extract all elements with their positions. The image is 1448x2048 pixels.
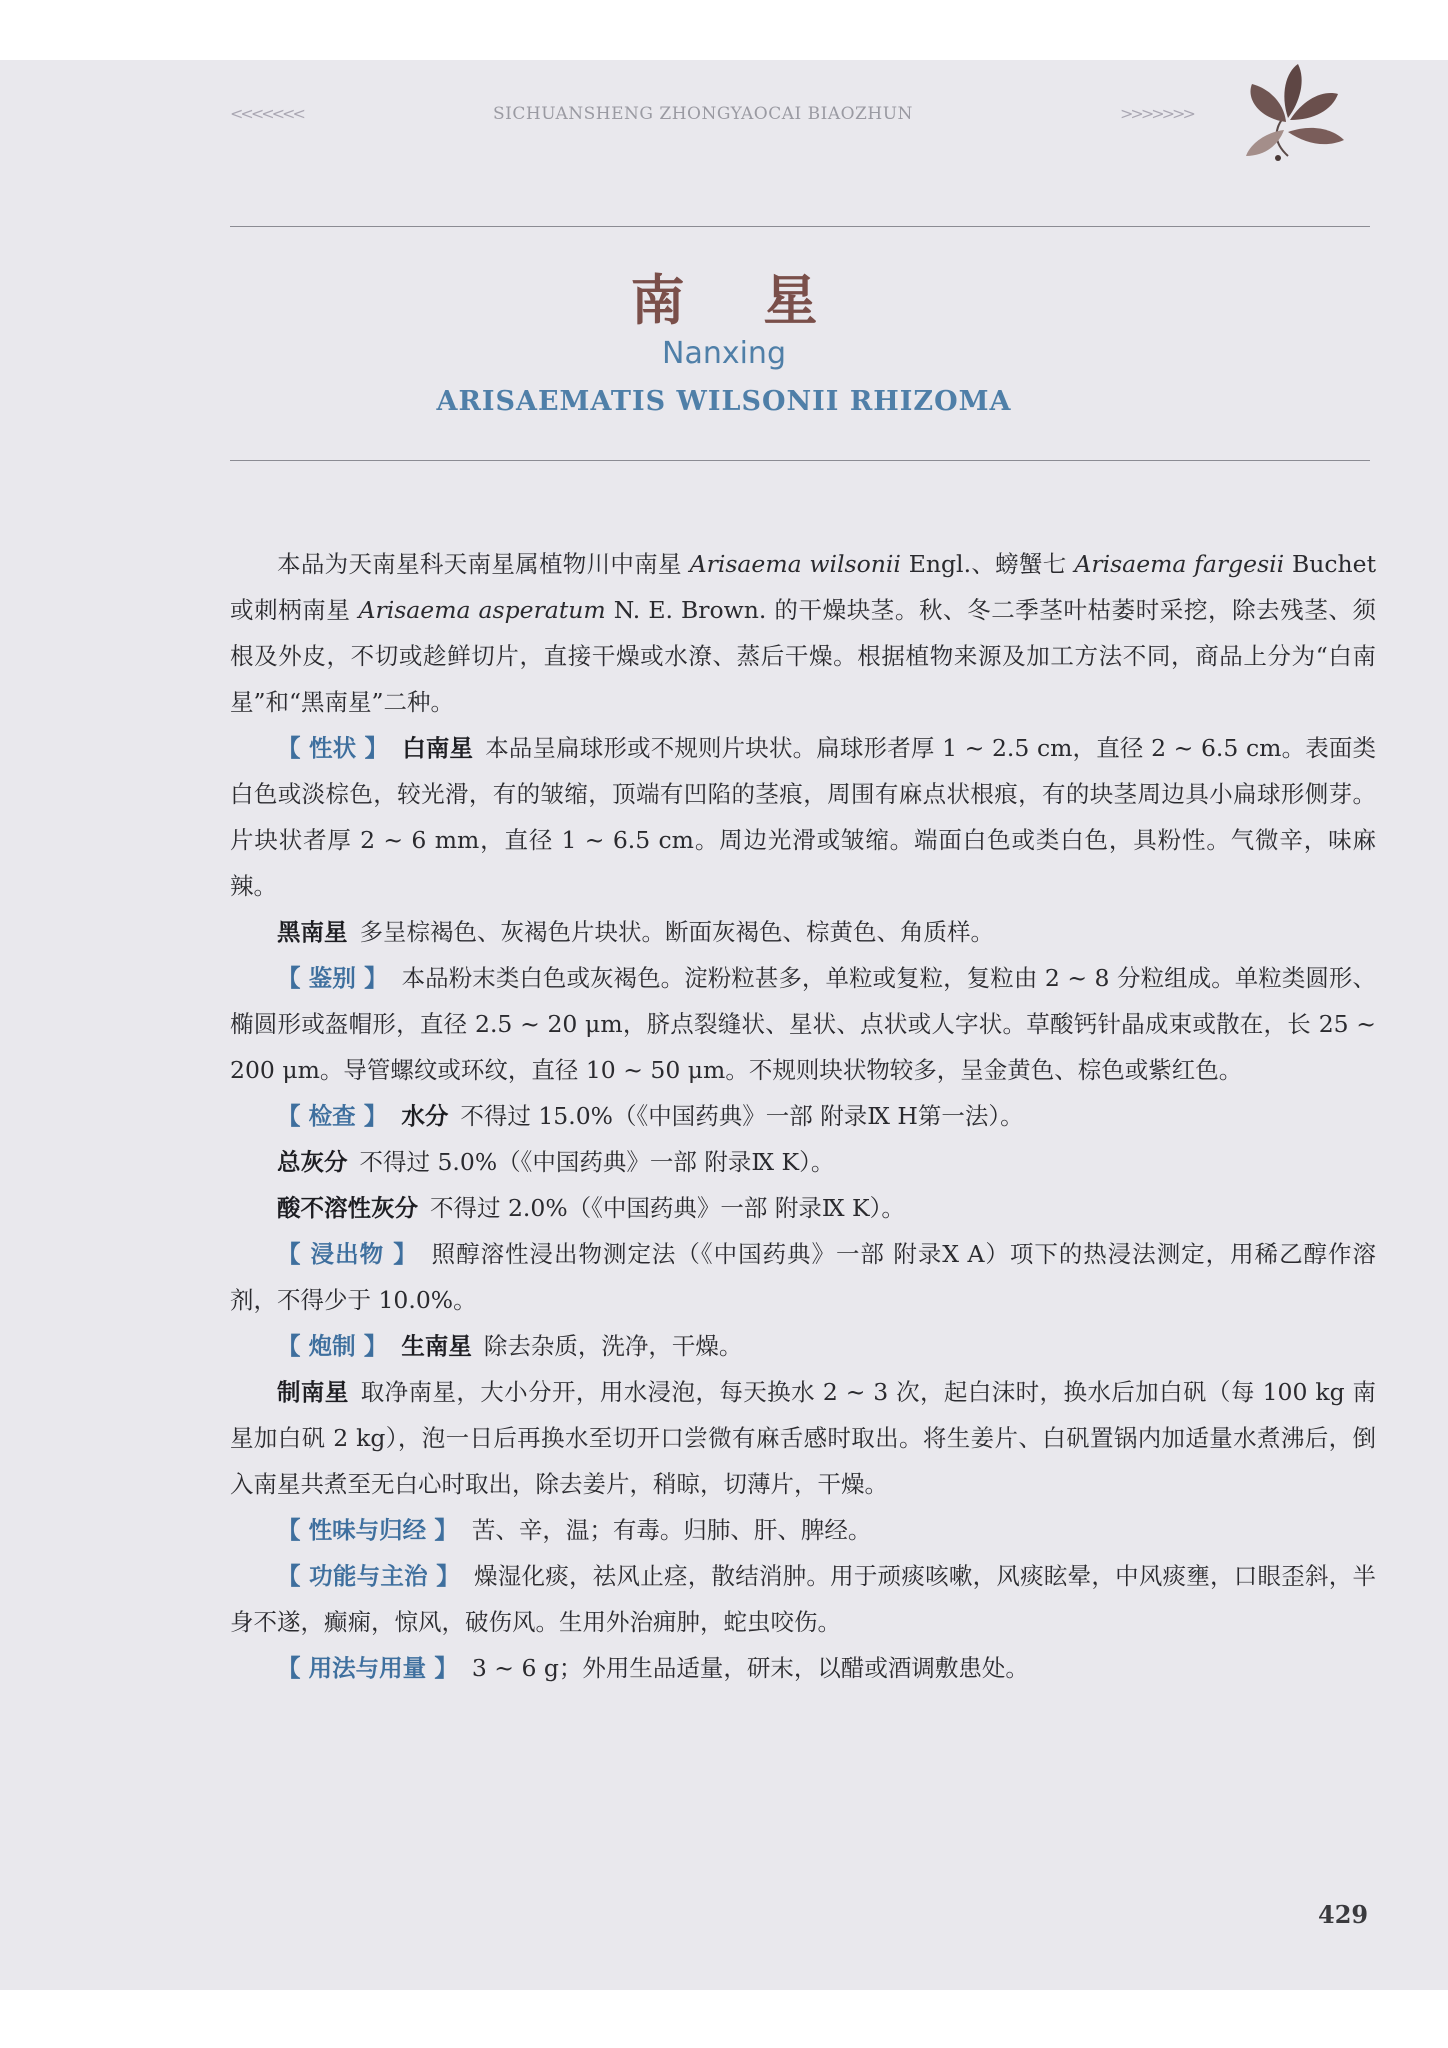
header-rule: [230, 226, 1370, 227]
section-label-jinchuwu: 【 浸出物 】: [277, 1240, 418, 1268]
paragraph-jiancha: [230, 1093, 1376, 1139]
paragraph-jinchuwu: [230, 1231, 1376, 1323]
section-label-jianbie: 【 鉴别 】: [277, 964, 388, 992]
title-rule: [230, 460, 1370, 461]
paragraph-heinanxing: [230, 909, 1376, 955]
paragraph-suanburong: [230, 1185, 1376, 1231]
title-chinese: 南 星: [630, 268, 848, 332]
title-latin: ARISAEMATIS WILSONII RHIZOMA: [436, 386, 1012, 417]
species-name: Arisaema fargesii: [1074, 550, 1285, 578]
section-label-gongneng: 【 功能与主治 】: [277, 1562, 461, 1590]
paragraph-text: 不得过 5.0%（《中国药典》一部 附录Ⅸ K）。: [359, 1148, 835, 1176]
paragraph-xingwei: [230, 1507, 1376, 1553]
paragraph-text: 本品粉末类白色或灰褐色。淀粉粒甚多，单粒或复粒，复粒由 2 ~ 8 分粒组成。单粒类圆形、椭圆形或盔帽形，直径 2.5 ~ 20 μm，脐点裂缝状、星状、点状或人字状。草酸钙针晶成束或散在，长 25 ~ 200 μm。导管螺纹或环纹，直径 10 ~ 50 μm。不规则块状物较多，呈金黄色、棕色或紫红色。: [230, 964, 1376, 1084]
header-title: SICHUANSHENG ZHONGYAOCAI BIAOZHUN: [493, 104, 913, 124]
term-suanburongxinghuifen: 酸不溶性灰分: [277, 1194, 418, 1222]
paragraph-text: 照醇溶性浸出物测定法（《中国药典》一部 附录X A）项下的热浸法测定，用稀乙醇作溶剂，不得少于 10.0%。: [230, 1240, 1376, 1314]
paragraph-text: 除去杂质，洗净，干燥。: [483, 1332, 743, 1360]
paragraph-zonghuifen: [230, 1139, 1376, 1185]
intro-text: N. E. Brown. 的干燥块茎。秋、冬二季茎叶枯萎时采挖，除去残茎、须根及外皮，不切或趁鲜切片，直接干燥或水潦、蒸后干燥。根据植物来源及加工方法不同，商品上分为“白南星”和“黑南星”二种。: [230, 596, 1377, 716]
paragraph-zhinanxing: [230, 1369, 1376, 1507]
term-zhinanxing: 制南星: [277, 1378, 349, 1406]
page-bottom-margin: [0, 1990, 1448, 2048]
term-bainanxing: 白南星: [402, 734, 474, 762]
section-label-xingzhuang: 【 性状 】: [277, 734, 389, 762]
section-label-jiancha: 【 检查 】: [277, 1102, 388, 1130]
paragraph-text: 燥湿化痰，祛风止痉，散结消肿。用于顽痰咳嗽，风痰眩晕，中风痰壅，口眼歪斜，半身不遂，癫痫，惊风，破伤风。生用外治痈肿，蛇虫咬伤。: [230, 1562, 1376, 1636]
section-label-paozhi: 【 炮制 】: [277, 1332, 388, 1360]
term-zonghuifen: 总灰分: [277, 1148, 348, 1176]
paragraph-text: 多呈棕褐色、灰褐色片块状。断面灰褐色、棕黄色、角质样。: [359, 918, 994, 946]
term-heinanxing: 黑南星: [277, 918, 348, 946]
paragraph-jianbie: [230, 955, 1376, 1093]
paragraph-text: 取净南星，大小分开，用水浸泡，每天换水 2 ~ 3 次，起白沫时，换水后加白矾（每 100 kg 南星加白矾 2 kg），泡一日后再换水至切开口尝微有麻舌感时取出。将生姜片、白矾置锅内加适量水煮沸后，倒入南星共煮至无白心时取出，除去姜片，稍晾，切薄片，干燥。: [230, 1378, 1376, 1498]
paragraph-intro: [230, 541, 1376, 725]
intro-text: Engl.、螃蟹七: [900, 550, 1075, 578]
species-name: Arisaema wilsonii: [689, 550, 901, 578]
intro-text: 本品为天南星科天南星属植物川中南星: [277, 550, 690, 578]
paragraph-text: 3 ~ 6 g；外用生品适量，研末，以醋或酒调敷患处。: [471, 1654, 1029, 1682]
header-decoration-left: <<<<<<<: [230, 104, 303, 123]
species-name: Arisaema asperatum: [358, 596, 606, 624]
section-label-xingwei: 【 性味与归经 】: [277, 1516, 458, 1544]
paragraph-xingzhuang: [230, 725, 1376, 909]
header-decoration-right: >>>>>>>: [1120, 104, 1193, 123]
section-label-yongfa: 【 用法与用量 】: [277, 1654, 458, 1682]
paragraph-paozhi: [230, 1323, 1376, 1369]
term-shuifen: 水分: [401, 1102, 449, 1130]
title-pinyin: Nanxing: [662, 336, 786, 371]
page-number: 429: [1318, 1900, 1369, 1929]
paragraph-text: 不得过 2.0%（《中国药典》一部 附录Ⅸ K）。: [430, 1194, 905, 1222]
running-header: [220, 100, 1220, 130]
paragraph-text: 本品呈扁球形或不规则片块状。扁球形者厚 1 ~ 2.5 cm，直径 2 ~ 6.5 cm。表面类白色或淡棕色，较光滑，有的皱缩，顶端有凹陷的茎痕，周围有麻点状根痕，有的块茎周边具小扁球形侧芽。片块状者厚 2 ~ 6 mm，直径 1 ~ 6.5 cm。周边光滑或皱缩。端面白色或类白色，具粉性。气微辛，味麻辣。: [230, 734, 1377, 900]
monograph-body: [230, 541, 1376, 1691]
term-shengnanxing: 生南星: [401, 1332, 472, 1360]
paragraph-yongfa: [230, 1645, 1376, 1691]
intro-text: Buchet 或刺柄南星: [230, 550, 1377, 624]
paragraph-text: 苦、辛，温；有毒。归肺、肝、脾经。: [471, 1516, 872, 1544]
paragraph-gongneng: [230, 1553, 1376, 1645]
leaf-emblem-icon: [1228, 58, 1358, 168]
paragraph-text: 不得过 15.0%（《中国药典》一部 附录Ⅸ H第一法）。: [460, 1102, 1024, 1130]
